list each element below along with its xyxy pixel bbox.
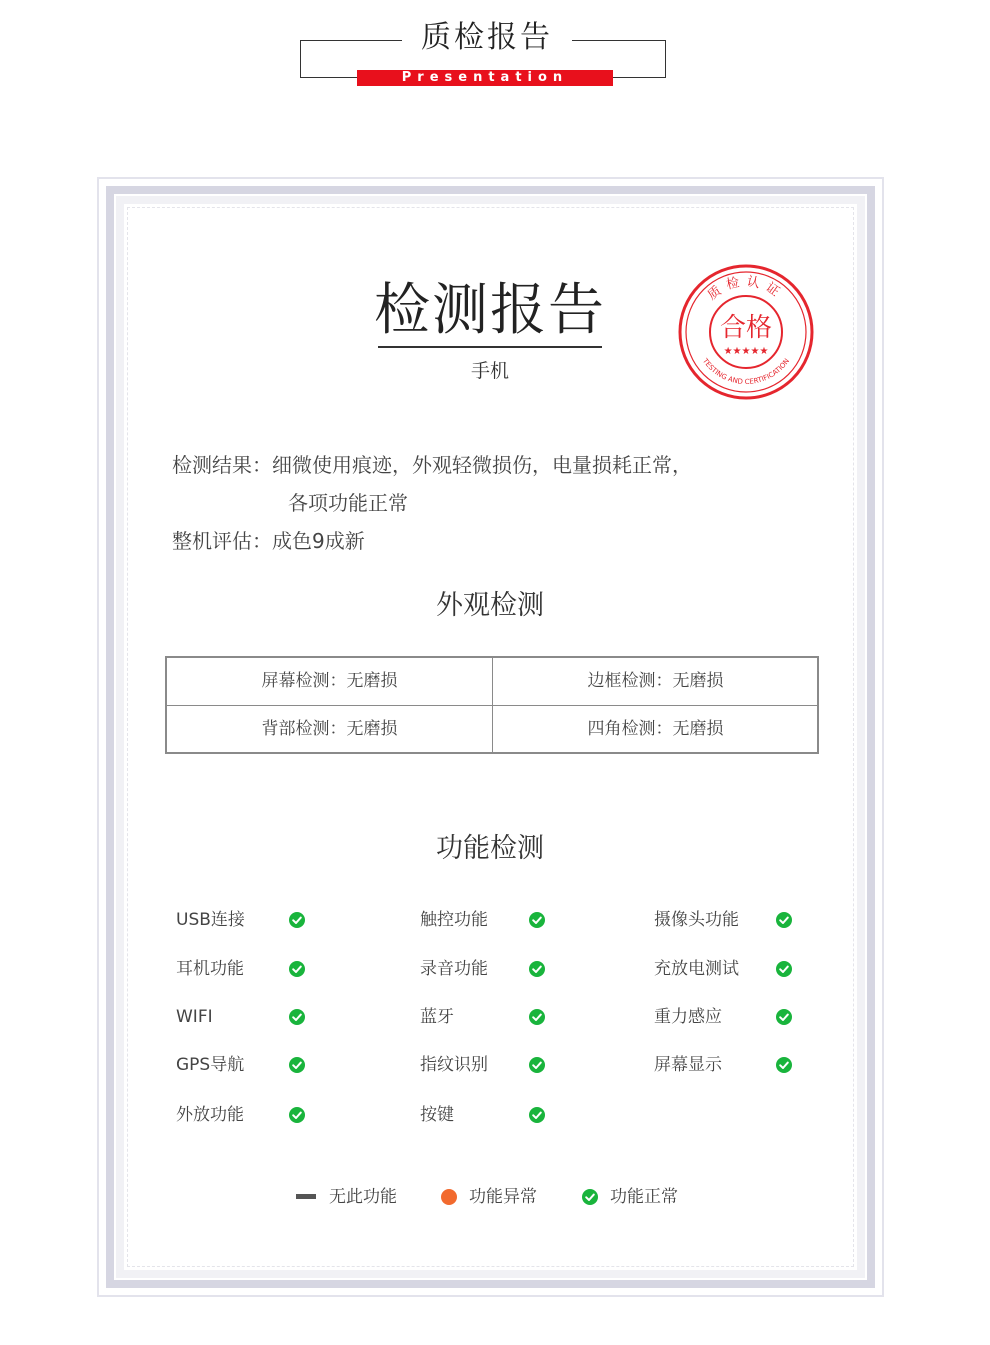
function-item: [654, 906, 796, 934]
function-label: 屏幕显示: [654, 1055, 722, 1075]
report-title: 检测报告: [374, 278, 606, 343]
function-label: USB连接: [176, 910, 245, 930]
function-item: [176, 1101, 309, 1129]
rating-label: 整机评估：: [172, 529, 272, 553]
function-item: [420, 955, 549, 983]
function-item: [176, 1003, 309, 1031]
rating-line: [172, 526, 365, 556]
function-item: [176, 1051, 309, 1079]
appearance-table: [165, 656, 819, 754]
qualified-stamp-icon: [676, 262, 816, 402]
check-circle-icon: [776, 1009, 792, 1025]
banner-subtitle: Presentation: [357, 70, 613, 86]
svg-text:TESTING AND CERTIFICATION: [700, 356, 791, 386]
svg-text:质检认证: [705, 273, 787, 303]
appearance-title: 外观检测: [436, 590, 544, 621]
report-title-underline: [378, 346, 602, 348]
function-item: [420, 1003, 549, 1031]
function-item: [654, 1003, 796, 1031]
result-text-2: 各项功能正常: [288, 491, 408, 515]
function-item: [420, 1101, 549, 1129]
check-circle-icon: [582, 1189, 598, 1205]
function-label: 外放功能: [176, 1105, 244, 1125]
function-item: [420, 906, 549, 934]
header-banner: [0, 0, 990, 110]
result-label: 检测结果：: [172, 453, 272, 477]
result-line-1: [172, 450, 692, 480]
function-label: 摄像头功能: [654, 910, 739, 930]
function-label: 蓝牙: [420, 1007, 454, 1027]
stamp-main-text: 合格: [719, 313, 773, 343]
banner-title: 质检报告: [402, 16, 572, 60]
appearance-cell-frame: 边框检测：无磨损: [587, 671, 724, 691]
check-circle-icon: [529, 912, 545, 928]
check-circle-icon: [289, 1107, 305, 1123]
result-text-1: 细微使用痕迹，外观轻微损伤，电量损耗正常，: [272, 453, 692, 477]
appearance-cell-corners: 四角检测：无磨损: [587, 719, 724, 739]
function-label: GPS导航: [176, 1055, 245, 1075]
function-item: [176, 906, 309, 934]
legend-none-label: 无此功能: [329, 1187, 397, 1207]
function-item: [654, 1051, 796, 1079]
functions-title: 功能检测: [436, 833, 544, 864]
stamp-stars: ★★★★★: [723, 346, 769, 357]
check-circle-icon: [776, 961, 792, 977]
legend-abnormal-label: 功能异常: [469, 1187, 537, 1207]
function-label: 指纹识别: [420, 1055, 488, 1075]
check-circle-icon: [529, 1107, 545, 1123]
rating-value: 成色9成新: [272, 529, 365, 553]
orange-dot-icon: [441, 1189, 457, 1205]
function-label: 耳机功能: [176, 959, 244, 979]
check-circle-icon: [289, 1057, 305, 1073]
dash-icon: [296, 1194, 316, 1200]
check-circle-icon: [289, 912, 305, 928]
function-label: 充放电测试: [654, 959, 739, 979]
appearance-cell-back: 背部检测：无磨损: [261, 719, 398, 739]
function-label: 触控功能: [420, 910, 488, 930]
check-circle-icon: [776, 912, 792, 928]
check-circle-icon: [289, 961, 305, 977]
function-label: 录音功能: [420, 959, 488, 979]
stamp-top-text: 质检认证: [705, 274, 787, 304]
check-circle-icon: [529, 1009, 545, 1025]
function-item: [654, 955, 796, 983]
check-circle-icon: [289, 1009, 305, 1025]
appearance-cell-screen: 屏幕检测：无磨损: [261, 671, 398, 691]
function-item: [176, 955, 309, 983]
check-circle-icon: [529, 1057, 545, 1073]
function-item: [420, 1051, 549, 1079]
check-circle-icon: [776, 1057, 792, 1073]
result-line-2: [288, 488, 408, 518]
stamp-bottom-text: TESTING AND CERTIFICATION: [700, 357, 792, 387]
report-subtitle: 手机: [470, 360, 509, 382]
legend-normal-label: 功能正常: [610, 1187, 678, 1207]
check-circle-icon: [529, 961, 545, 977]
function-label: WIFI: [176, 1007, 213, 1027]
function-label: 重力感应: [654, 1007, 722, 1027]
function-label: 按键: [420, 1105, 454, 1125]
